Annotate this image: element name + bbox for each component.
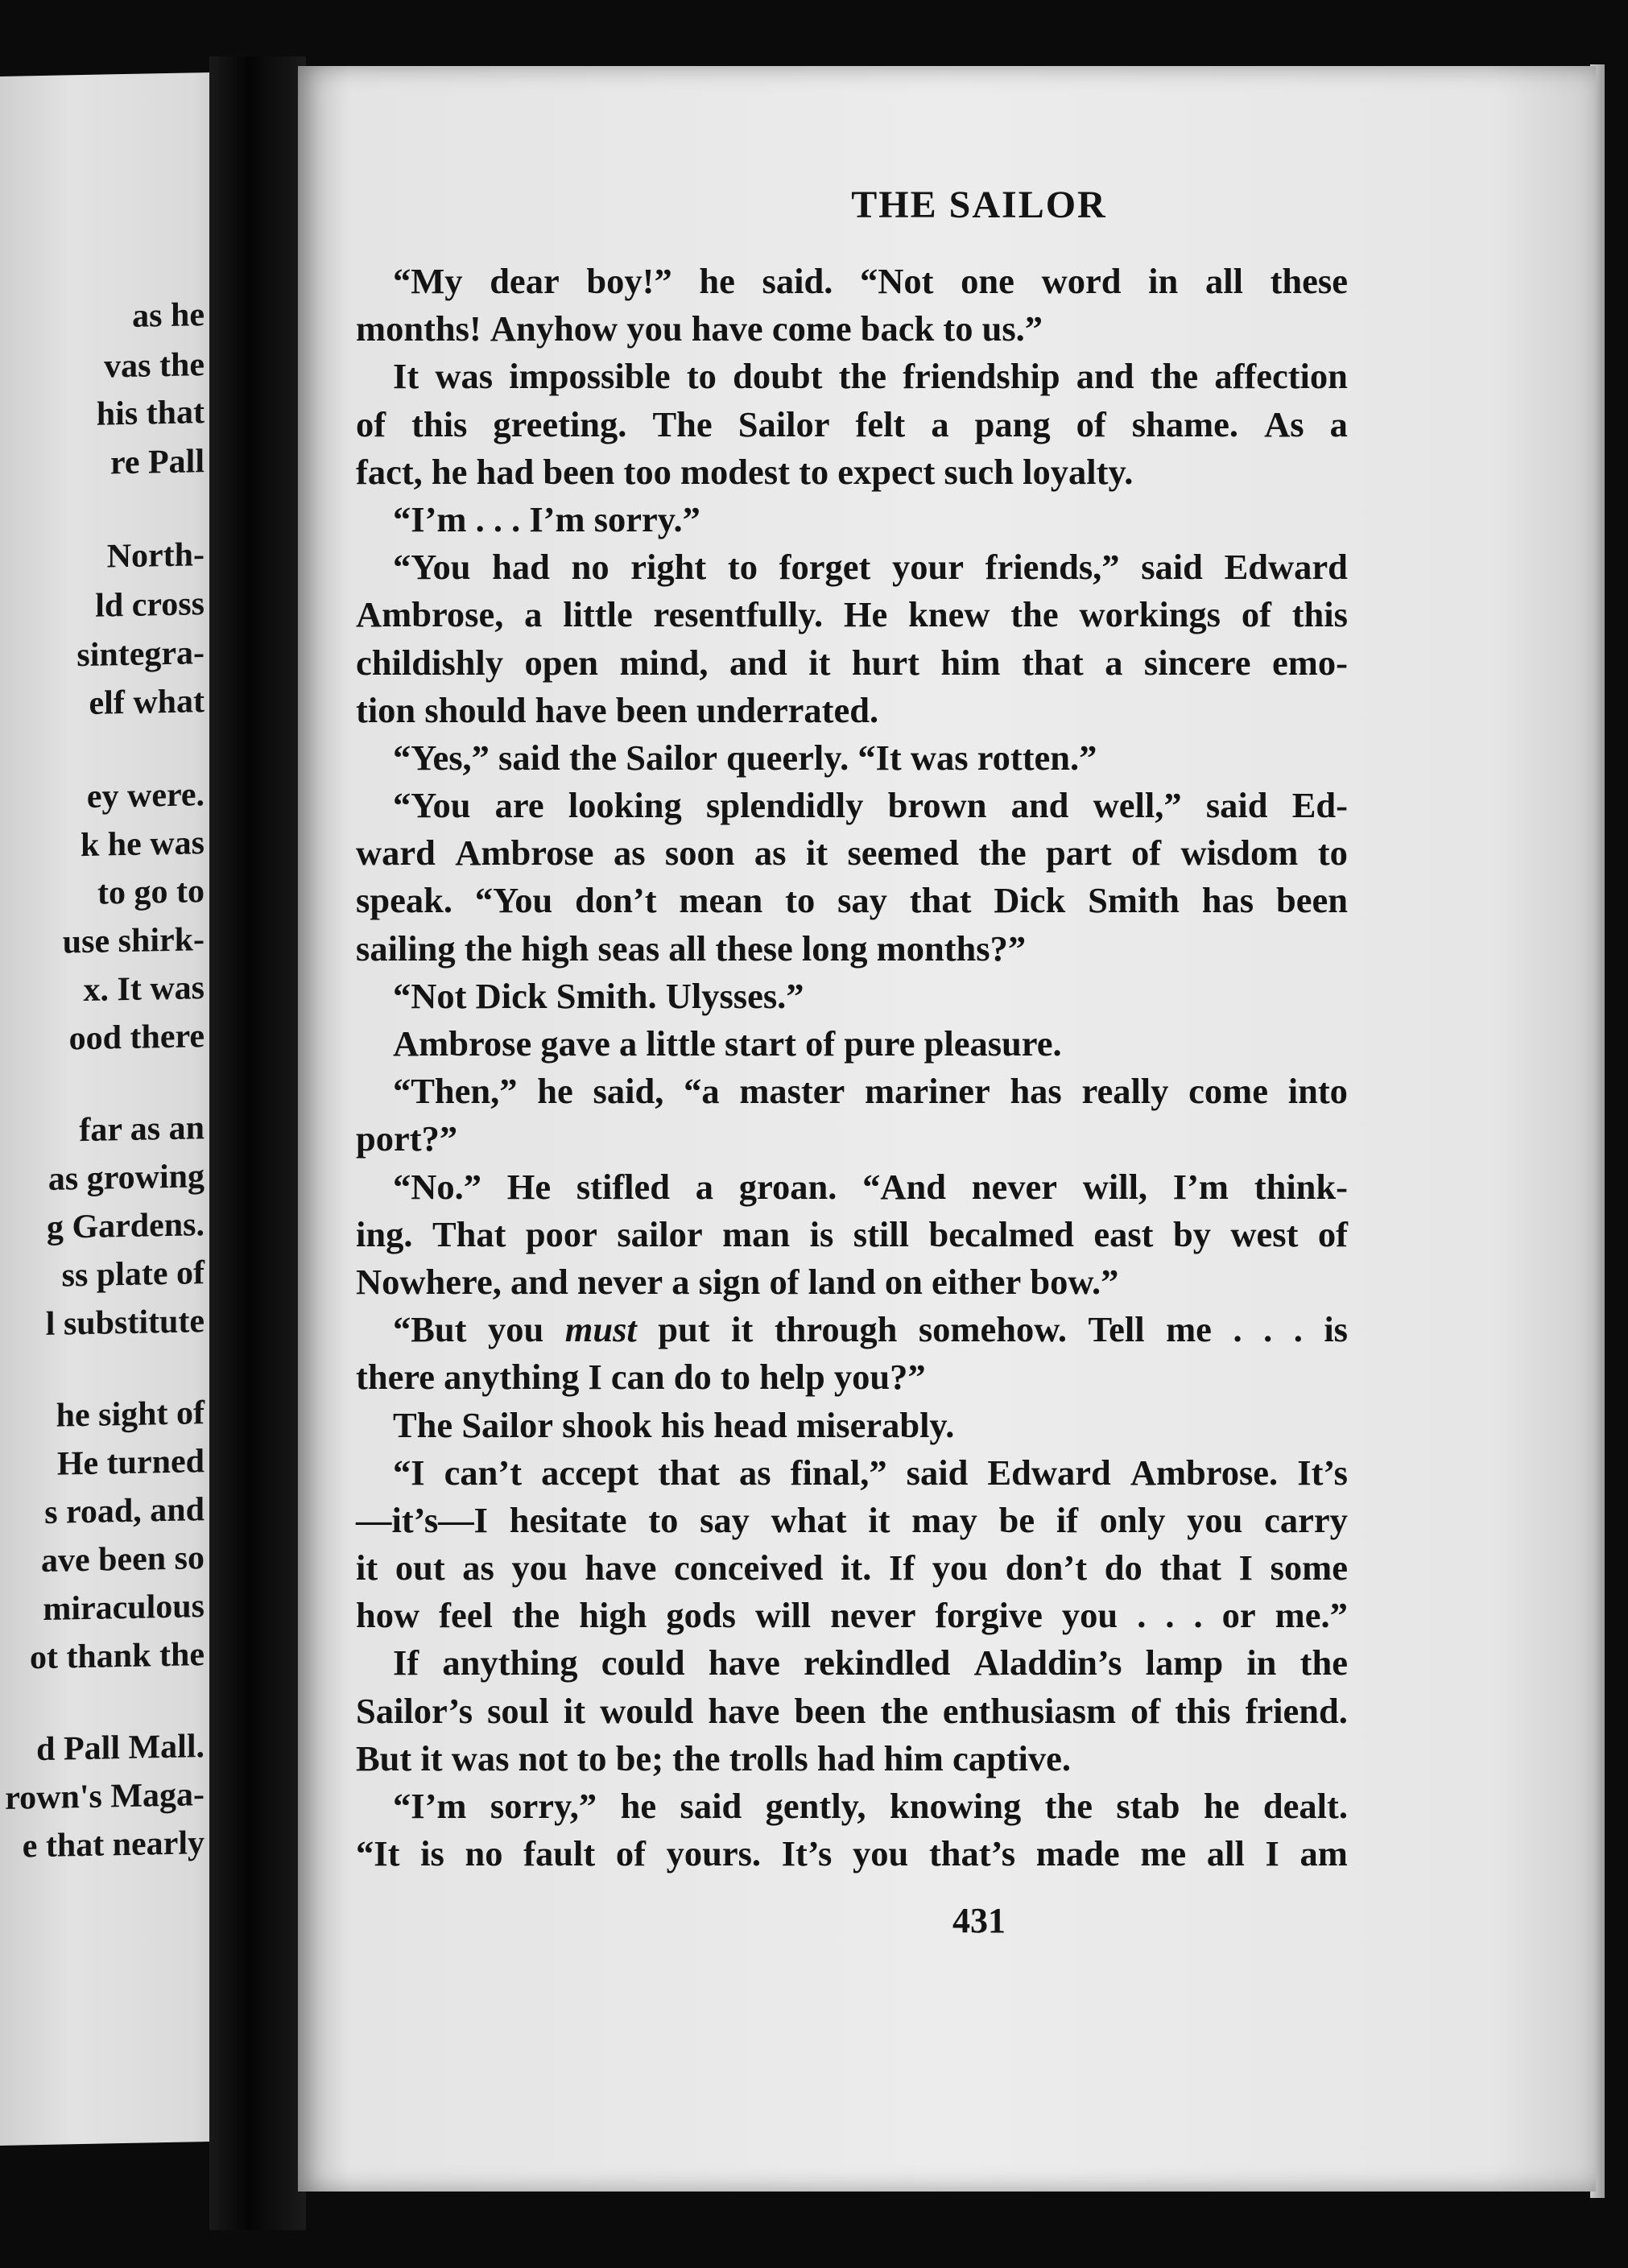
left-page-line: to go to [97,873,205,912]
left-page-line: ood there [68,1018,205,1058]
left-page-line: ld cross [95,585,205,625]
text-line: “You are looking splendidly brown and well,” said Ed- [393,785,1348,826]
left-page-line: as he [132,296,205,335]
text-line: “I can’t accept that as final,” said Edward Ambrose. It’s [393,1452,1348,1493]
left-page-line: as growing [48,1158,205,1198]
text-line: how feel the high gods will never forgive you . . . or me.” [356,1595,1348,1636]
left-page-line: rown's Maga- [5,1776,205,1817]
left-page-line: use shirk- [62,921,205,961]
left-page-line: ey were. [86,776,205,816]
page-body-text [356,258,1348,1878]
text-line: fact, he had been too modest to expect such loyalty. [356,451,1134,492]
text-line: “Yes,” said the Sailor queerly. “It was rotten.” [393,737,1097,778]
text-line: months! Anyhow you have come back to us.” [356,308,1043,349]
left-page-line: re Pall [109,443,205,482]
text-line: there anything I can do to help you?” [356,1357,926,1398]
text-line: “You had no right to forget your friends,” said Edward [393,547,1348,588]
left-page-line: ss plate of [61,1254,205,1295]
left-page-line: x. It was [83,969,205,1010]
book-page [298,66,1596,2192]
text-line: “But you must put it through somehow. Tell me . . . is [393,1309,1348,1350]
text-line: Nowhere, and never a sign of land on either bow.” [356,1261,1119,1302]
text-line: ward Ambrose as soon as it seemed the part of wisdom to [356,832,1348,874]
left-page-line: vas the [104,346,205,386]
left-page-line: elf what [89,683,205,722]
text-line: “Then,” he said, “a master mariner has really come into [393,1071,1348,1112]
left-page-line: e that nearly [22,1824,205,1865]
left-page-line: g Gardens. [46,1206,205,1246]
text-line: “Not Dick Smith. Ulysses.” [393,975,804,1016]
book-gutter [209,56,306,2230]
left-page-line: miraculous [43,1588,205,1628]
text-line: tion should have been underrated. [356,689,879,730]
left-page-line: far as an [79,1109,205,1150]
left-page-line: d Pall Mall. [36,1728,205,1769]
left-page-line: s road, and [44,1491,205,1531]
left-page-line: ave been so [41,1539,205,1580]
left-page-line: sintegra- [76,634,205,675]
left-page-line: ot thank the [29,1636,205,1677]
text-line: it out as you have conceived it. If you don’t do that I some [356,1547,1348,1588]
text-line: The Sailor shook his head miserably. [393,1404,955,1445]
left-page-line: k he was [80,824,205,865]
page-number: 431 [952,1901,1006,1940]
text-line: ing. That poor sailor man is still becalmed east by west of [356,1213,1348,1254]
text-line: “No.” He stifled a groan. “And never will, I’m think- [393,1166,1348,1207]
text-line: childishly open mind, and it hurt him that a sincere emo- [356,642,1348,683]
text-line: It was impossible to doubt the friendship and the affection [393,356,1348,397]
text-line: “My dear boy!” he said. “Not one word in all these [393,261,1348,301]
text-line: “I’m sorry,” he said gently, knowing the stab he dealt. [393,1786,1348,1826]
text-line: —it’s—I hesitate to say what it may be if only you carry [356,1499,1348,1540]
left-page-line: he sight of [56,1394,205,1435]
text-line: sailing the high seas all these long months?” [356,927,1027,969]
left-page-line: He turned [56,1443,205,1483]
running-head: THE SAILOR [851,184,1107,226]
left-page-line: North- [106,536,205,576]
text-line: of this greeting. The Sailor felt a pang of shame. As a [356,403,1348,444]
text-line: If anything could have rekindled Aladdin’s lamp in the [393,1642,1348,1683]
text-line: But it was not to be; the trolls had him captive. [356,1737,1072,1778]
text-line: Ambrose, a little resentfully. He knew the workings of this [356,594,1348,635]
text-line: speak. “You don’t mean to say that Dick Smith has been [356,880,1348,921]
text-line: “I’m . . . I’m sorry.” [393,498,700,539]
left-page-line: his that [96,394,205,433]
previous-page-fragment [0,72,242,2146]
text-line: Sailor’s soul it would have been the enthusiasm of this friend. [356,1690,1348,1731]
left-page-line: l substitute [45,1303,205,1343]
text-line: Ambrose gave a little start of pure pleasure. [393,1023,1062,1064]
text-line: “It is no fault of yours. It’s you that’s made me all I am [356,1833,1348,1874]
text-line: port?” [356,1118,458,1159]
